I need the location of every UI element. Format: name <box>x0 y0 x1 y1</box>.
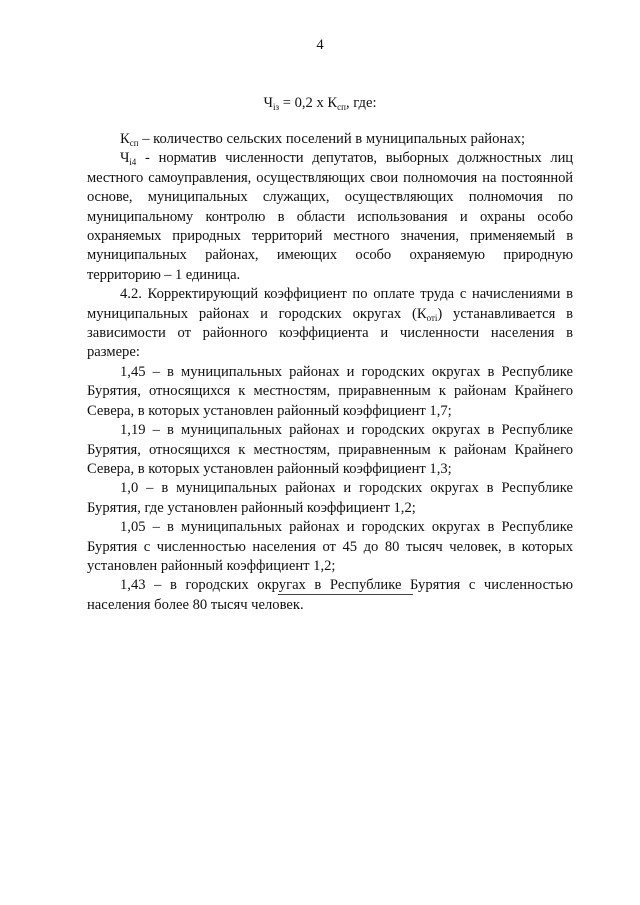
section-text-after: ) устанавливается в зависимости от районного коэффициента и численности населения в размере: <box>87 305 573 361</box>
section-subscript: отi <box>426 312 438 323</box>
definition-text: – количество сельских поселений в муниципальных районах; <box>138 131 526 147</box>
coefficient-item: 1,45 – в муниципальных районах и городских округах в Республике Бурятия, относящихся к местностям, приравненным к районам Крайнего Севера, в которых установлен районный коэффициент 1,7; <box>87 363 573 419</box>
formula-suffix: , где: <box>345 95 377 111</box>
formula <box>0 94 640 113</box>
section-4-2 <box>87 285 573 363</box>
definition-subscript: сп <box>129 138 139 148</box>
definition-symbol: Ч <box>120 150 130 167</box>
section-text-before: 4.2. Корректирующий коэффициент по оплате труда с начислениями в муниципальных районах и городских округах (К <box>87 286 573 322</box>
formula-rhs-subscript: сп <box>337 102 346 112</box>
definition-symbol: К <box>120 131 130 147</box>
definition-subscript: i4 <box>129 157 137 168</box>
definition-chi4 <box>87 149 573 285</box>
formula-lhs: Ч <box>263 95 273 111</box>
end-separator-line <box>278 594 413 595</box>
coefficient-item: 1,43 – в городских округах в Республике Бурятия с численностью населения более 80 тысяч человек. <box>87 577 573 613</box>
body-text <box>87 130 573 615</box>
definition-text: - норматив численности депутатов, выборных должностных лиц местного самоуправления, осуществляющих свои полномочия на постоянной основе, муниципальных служащих, осуществляющих полномочия по муниципальному контролю в области использования и охраны особо охраняемых природных территорий местного значения, применяемый в муниципальных районах, имеющих особо охраняемую природную территорию – 1 единица. <box>87 150 573 283</box>
page-number: 4 <box>316 37 324 53</box>
formula-lhs-subscript: iз <box>273 102 280 112</box>
formula-rhs: = 0,2 х К <box>279 95 338 111</box>
definition-ksp <box>87 130 573 149</box>
coefficient-item: 1,0 – в муниципальных районах и городских округах в Республике Бурятия, где установлен районный коэффициент 1,2; <box>87 480 573 516</box>
coefficient-item: 1,05 – в муниципальных районах и городских округах в Республике Бурятия с численностью населения от 45 до 80 тысяч человек, в которых установлен районный коэффициент 1,2; <box>87 519 573 574</box>
coefficient-item: 1,19 – в муниципальных районах и городских округах в Республике Бурятия, относящихся к местностям, приравненным к районам Крайнего Севера, в которых установлен районный коэффициент 1,3; <box>87 422 573 477</box>
